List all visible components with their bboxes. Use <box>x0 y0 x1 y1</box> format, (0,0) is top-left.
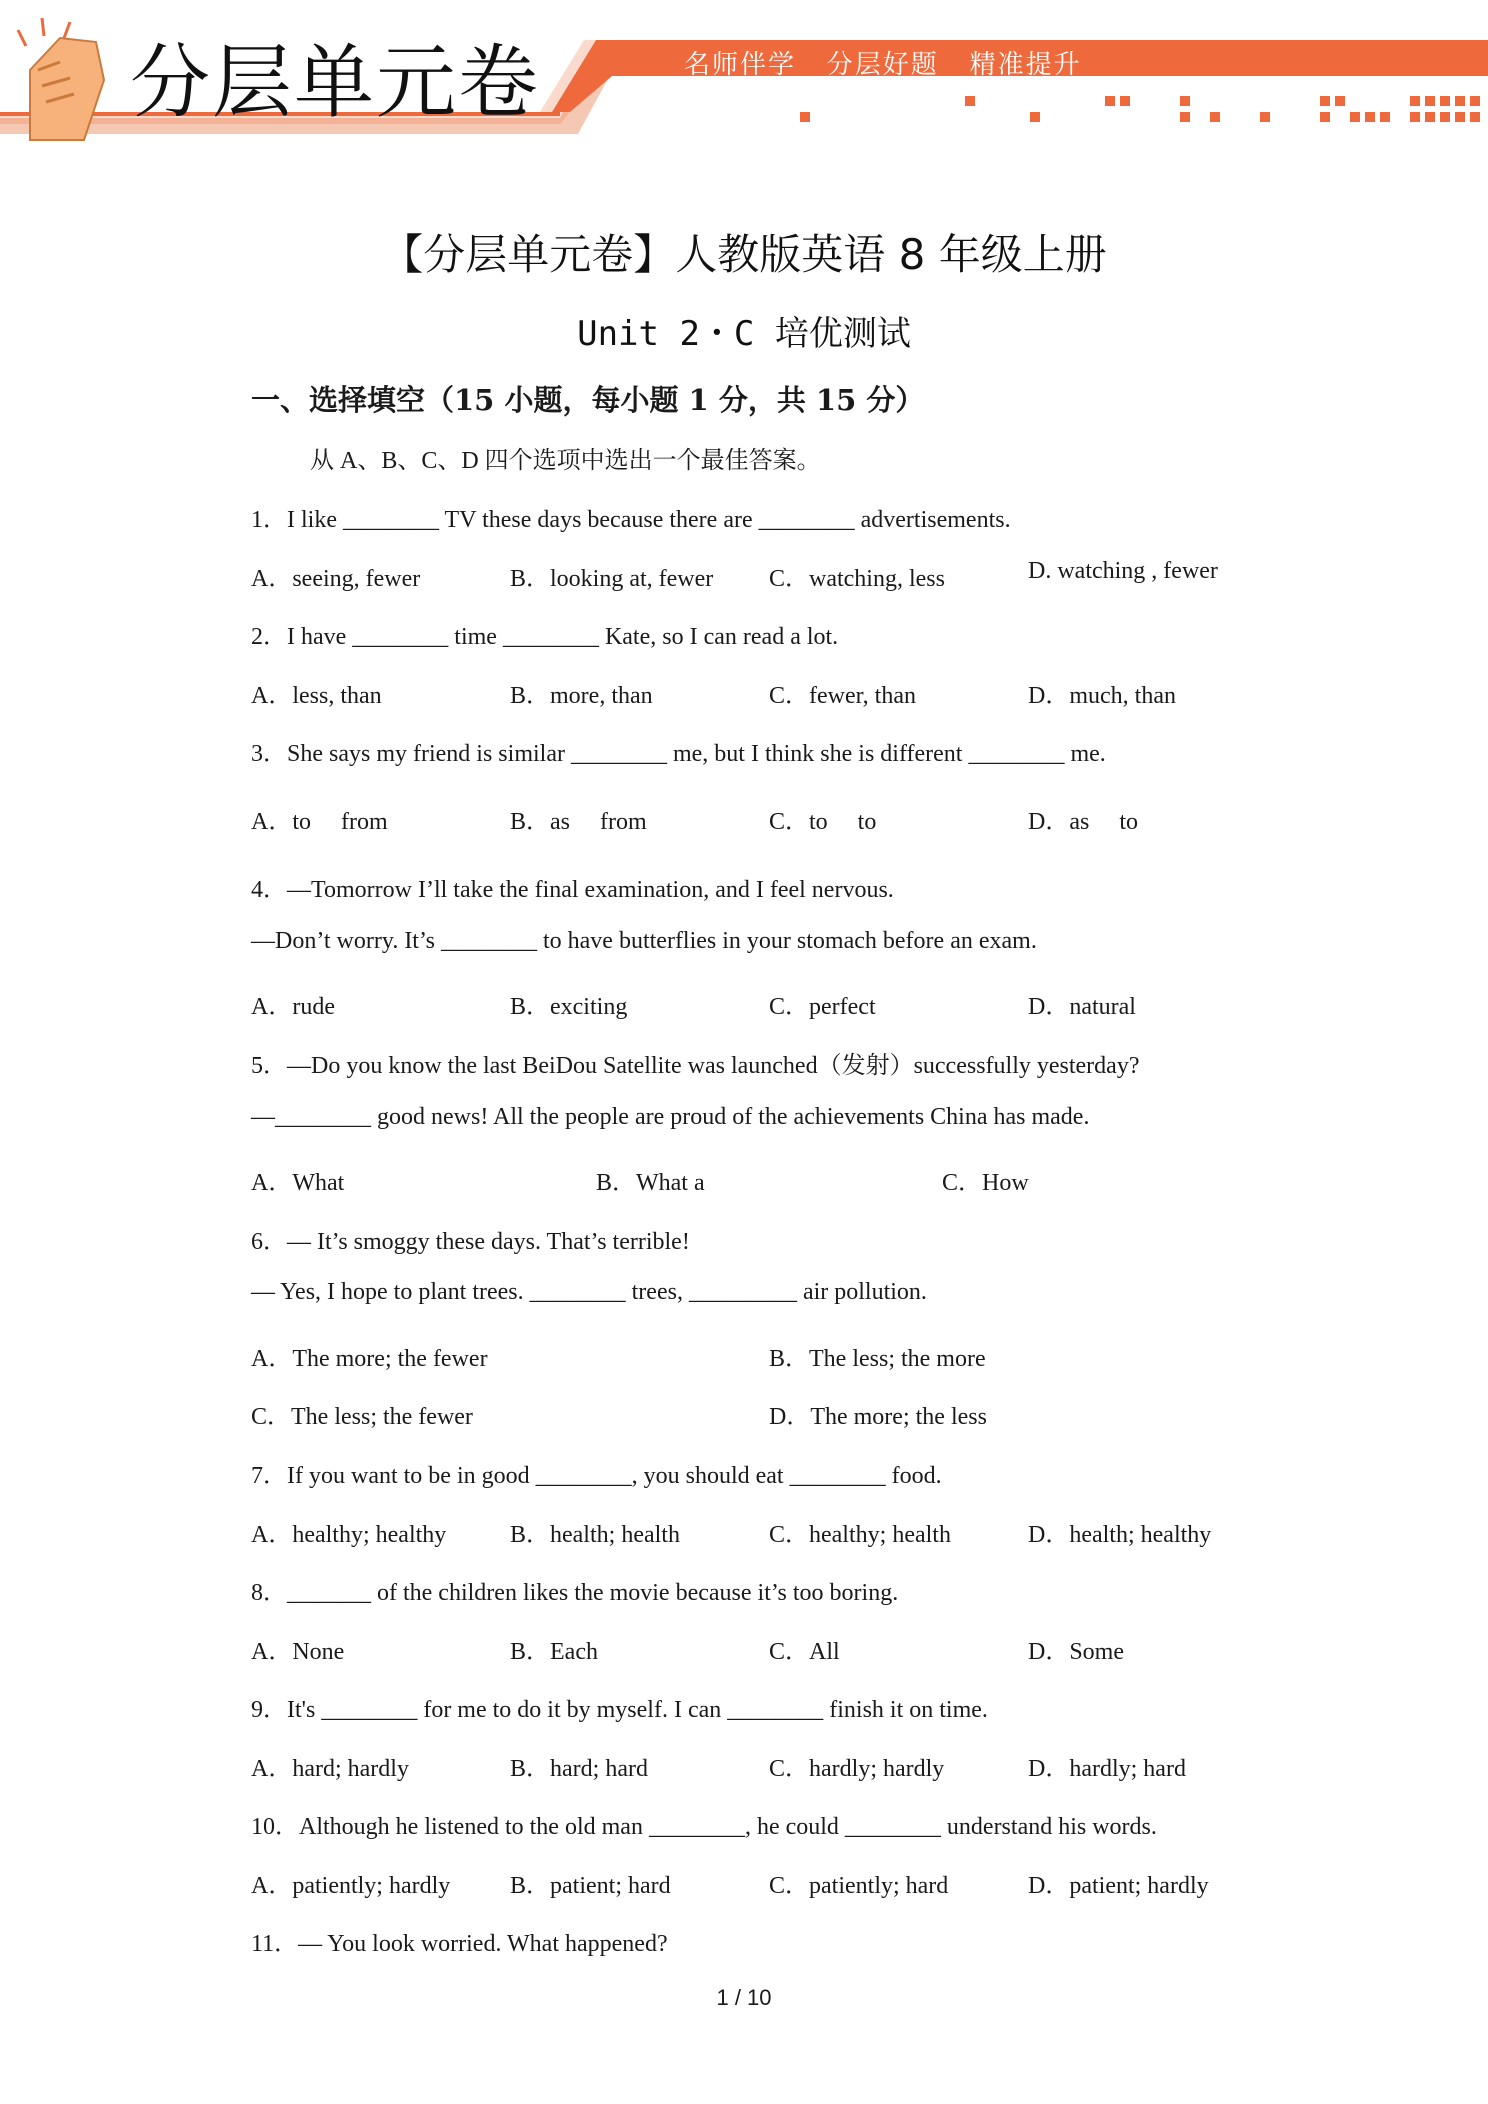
question-8-option-a: A．None <box>251 1639 345 1665</box>
question-3-option-d: D．as to <box>1028 809 1138 835</box>
question-11-stem: 11．— You look worried. What happened? <box>251 1931 668 1957</box>
question-4-option-a: A．rude <box>251 994 335 1020</box>
question-6-option-b: B．The less; the more <box>769 1346 986 1372</box>
question-3-option-b: B．as from <box>510 809 647 835</box>
question-6-option-d: D．The more; the less <box>769 1404 987 1430</box>
question-1-option-a: A．seeing, fewer <box>251 566 421 592</box>
question-2-option-d: D．much, than <box>1028 683 1176 709</box>
decorative-squares <box>800 96 1480 122</box>
page-header <box>0 0 1488 150</box>
question-8-stem: 8．_______ of the children likes the movie because it’s too boring. <box>251 1580 899 1606</box>
section-heading: 一、选择填空（15 小题，每小题 1 分，共 15 分） <box>251 383 925 417</box>
brand-title: 分层单元卷 <box>130 36 540 129</box>
question-10-option-a: A．patiently; hardly <box>251 1873 451 1899</box>
question-1-option-d: D. watching , fewer <box>1028 558 1218 584</box>
document-subtitle: Unit 2・C 培优测试 <box>577 314 911 354</box>
question-7-option-a: A．healthy; healthy <box>251 1522 447 1548</box>
question-6-option-c: C．The less; the fewer <box>251 1404 473 1430</box>
header-slogan: 名师伴学 分层好题 精准提升 <box>684 50 1082 80</box>
document-title: 【分层单元卷】人教版英语 8 年级上册 <box>381 230 1107 279</box>
question-4-option-b: B．exciting <box>510 994 628 1020</box>
question-9-option-c: C．hardly; hardly <box>769 1756 945 1782</box>
question-9-option-a: A．hard; hardly <box>251 1756 409 1782</box>
question-3-option-a: A．to from <box>251 809 388 835</box>
question-10-stem: 10．Although he listened to the old man ________, he could ________ understand his words. <box>251 1814 1157 1840</box>
question-7-option-d: D．health; healthy <box>1028 1522 1212 1548</box>
question-2-stem: 2．I have ________ time ________ Kate, so I can read a lot. <box>251 624 839 650</box>
question-7-option-c: C．healthy; health <box>769 1522 951 1548</box>
question-1-option-c: C．watching, less <box>769 566 945 592</box>
question-7-option-b: B．health; health <box>510 1522 680 1548</box>
page-number: 1 / 10 <box>716 1985 772 2010</box>
question-8-option-c: C．All <box>769 1639 840 1665</box>
question-9-option-d: D．hardly; hard <box>1028 1756 1186 1782</box>
question-4-stem: 4．—Tomorrow I’ll take the final examination, and I feel nervous. <box>251 877 894 903</box>
question-5-option-c: C．How <box>942 1170 1029 1196</box>
question-8-option-d: D．Some <box>1028 1639 1124 1665</box>
question-8-option-b: B．Each <box>510 1639 598 1665</box>
question-2-option-b: B．more, than <box>510 683 653 709</box>
question-5-response: —________ good news! All the people are proud of the achievements China has made. <box>251 1104 1090 1130</box>
question-1-option-b: B．looking at, fewer <box>510 566 714 592</box>
question-6-option-a: A．The more; the fewer <box>251 1346 488 1372</box>
question-6-stem: 6．— It’s smoggy these days. That’s terrible! <box>251 1229 690 1255</box>
question-3-stem: 3．She says my friend is similar ________ me, but I think she is different ________ me. <box>251 741 1106 767</box>
question-3-option-c: C．to to <box>769 809 877 835</box>
question-5-option-b: B．What a <box>596 1170 705 1196</box>
question-4-response: —Don’t worry. It’s ________ to have butterflies in your stomach before an exam. <box>251 928 1037 954</box>
question-10-option-b: B．patient; hard <box>510 1873 671 1899</box>
question-6-response: — Yes, I hope to plant trees. ________ trees, _________ air pollution. <box>251 1279 927 1305</box>
question-10-option-c: C．patiently; hard <box>769 1873 949 1899</box>
question-4-option-c: C．perfect <box>769 994 876 1020</box>
question-1-stem: 1．I like ________ TV these days because there are ________ advertisements. <box>251 507 1011 533</box>
question-9-option-b: B．hard; hard <box>510 1756 648 1782</box>
question-5-stem: 5．—Do you know the last BeiDou Satellite was launched（发射）successfully yesterday? <box>251 1053 1140 1079</box>
section-instruction: 从 A、B、C、D 四个选项中选出一个最佳答案。 <box>310 448 821 474</box>
question-2-option-c: C．fewer, than <box>769 683 916 709</box>
question-2-option-a: A．less, than <box>251 683 382 709</box>
question-7-stem: 7．If you want to be in good ________, you should eat ________ food. <box>251 1463 942 1489</box>
question-4-option-d: D．natural <box>1028 994 1136 1020</box>
fist-logo-icon <box>18 18 104 140</box>
question-10-option-d: D．patient; hardly <box>1028 1873 1209 1899</box>
question-9-stem: 9．It's ________ for me to do it by myself. I can ________ finish it on time. <box>251 1697 988 1723</box>
question-5-option-a: A．What <box>251 1170 345 1196</box>
